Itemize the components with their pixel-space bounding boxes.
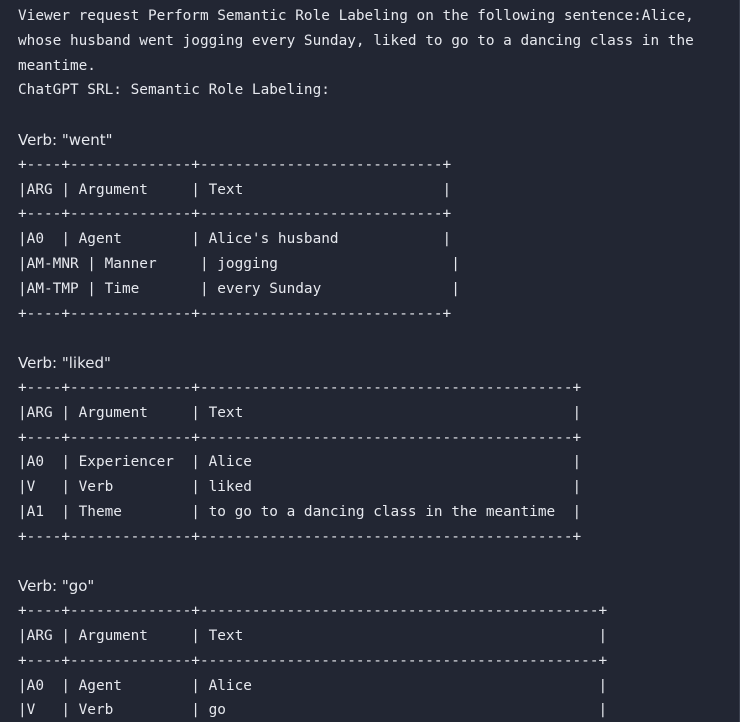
table-row: |A0 | Experiencer | Alice | — [18, 454, 582, 471]
table-row: |AM-TMP | Time | every Sunday | — [18, 280, 460, 297]
table-border-mid: +----+--------------+----------------------------+ — [18, 206, 452, 223]
response-header: ChatGPT SRL: Semantic Role Labeling: — [18, 82, 330, 99]
table-border-bottom: +----+--------------+----------------------------+ — [18, 305, 452, 322]
table-row: |A1 | Theme | to go to a dancing class in the meantime | — [18, 503, 582, 520]
table-border-bottom: +----+--------------+-------------------------------------------+ — [18, 528, 582, 545]
spacer — [18, 103, 721, 128]
verb-title: Verb: "liked" — [18, 354, 111, 373]
viewer-request-text: Viewer request Perform Semantic Role Labeling on the following sentence:Alice, whose husband went jogging every Sunday, liked to go to a dancing class in the meantime. — [18, 8, 703, 74]
table-row: |A0 | Agent | Alice | — [18, 677, 608, 694]
table-border-mid: +----+--------------+-------------------------------------------+ — [18, 429, 582, 446]
table-header-row: |ARG | Argument | Text | — [18, 181, 452, 198]
table-row: |A0 | Agent | Alice's husband | — [18, 231, 452, 248]
spacer — [18, 326, 721, 351]
table-header-row: |ARG | Argument | Text | — [18, 404, 582, 421]
verb-section-went — [18, 128, 721, 326]
verb-section-liked — [18, 351, 721, 549]
table-border-top: +----+--------------+----------------------------------------------+ — [18, 603, 608, 620]
verb-title: Verb: "go" — [18, 577, 95, 596]
srl-output — [18, 4, 721, 722]
table-border-top: +----+--------------+-------------------------------------------+ — [18, 379, 582, 396]
table-border-mid: +----+--------------+----------------------------------------------+ — [18, 652, 608, 669]
table-border-top: +----+--------------+----------------------------+ — [18, 156, 452, 173]
table-row: |AM-MNR | Manner | jogging | — [18, 255, 460, 272]
spacer — [18, 550, 721, 575]
verb-section-go — [18, 574, 721, 722]
table-header-row: |ARG | Argument | Text | — [18, 627, 608, 644]
table-row: |V | Verb | liked | — [18, 479, 582, 496]
verb-title: Verb: "went" — [18, 130, 113, 149]
table-row: |V | Verb | go | — [18, 702, 608, 719]
